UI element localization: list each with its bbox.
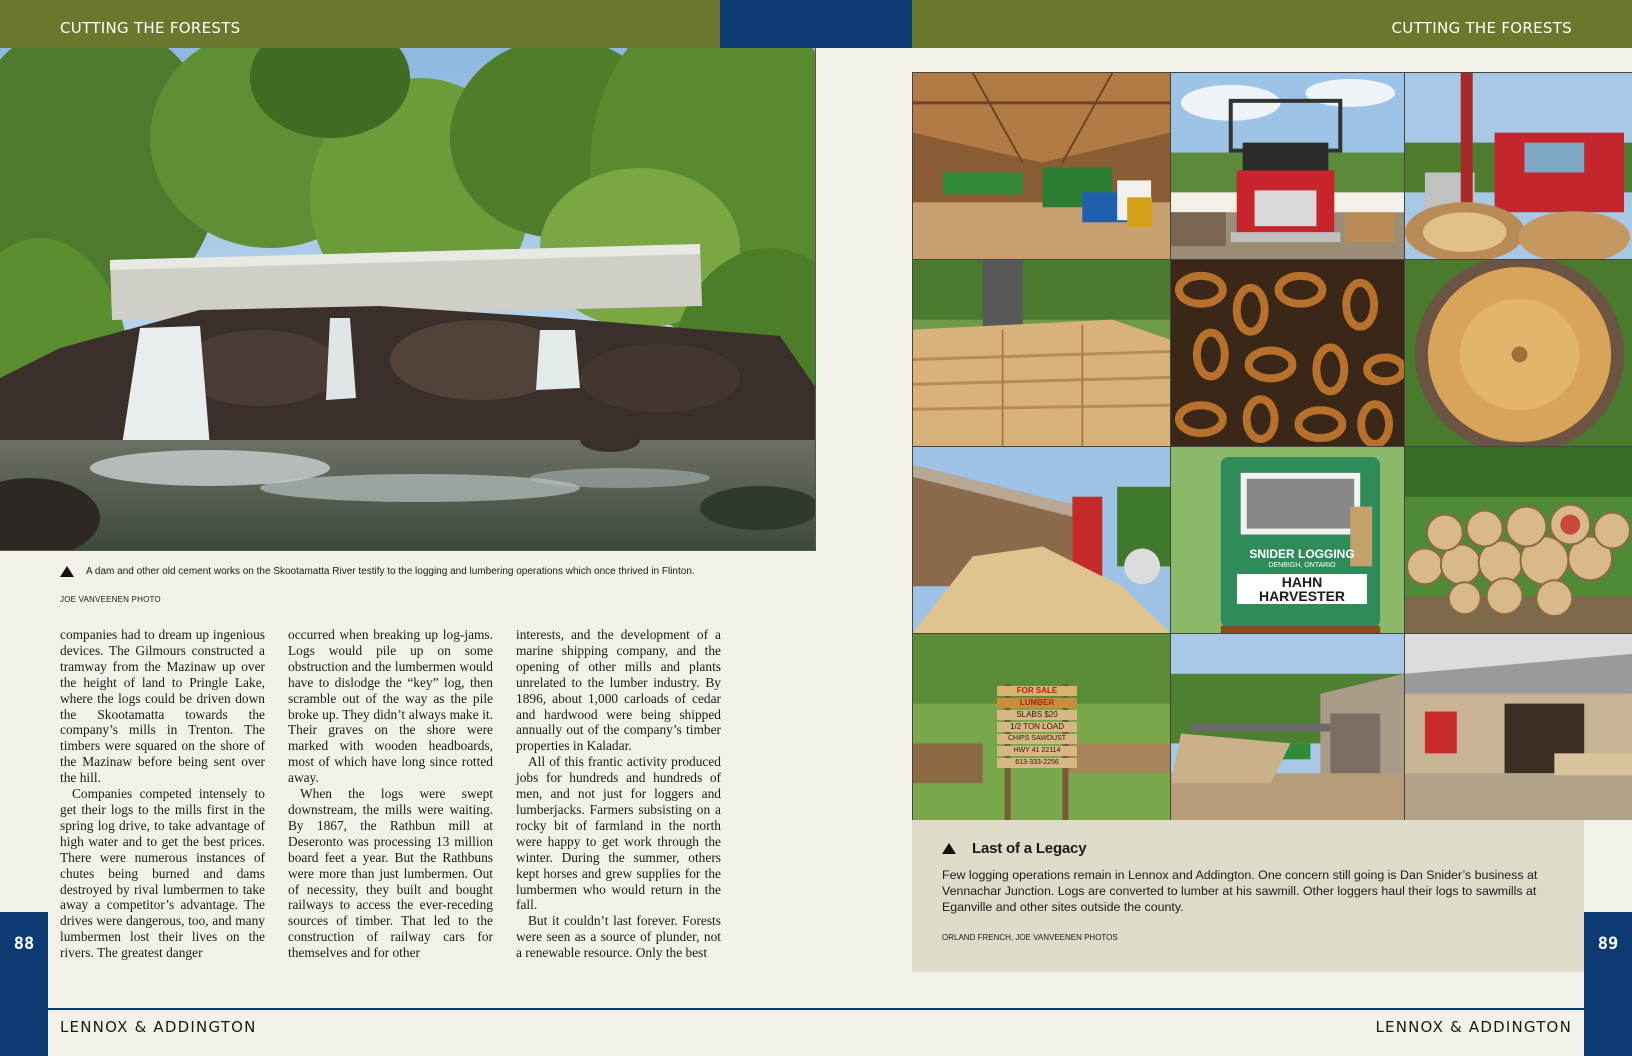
footer-left: LENNOX & ADDINGTON bbox=[60, 1018, 257, 1036]
page-tab-left bbox=[0, 912, 48, 1056]
running-head-left: CUTTING THE FORESTS bbox=[60, 19, 241, 37]
legacy-body: Few logging operations remain in Lennox and Addington. One concern still going is Dan Snider’s business at Vennachar Junction. Logs are converted to lumber at his sawmill. Other loggers haul their logs to sawmills at Eganville and other sites outside the county. bbox=[942, 868, 1538, 914]
legacy-photo-credit: ORLAND FRENCH, JOE VANVEENEN PHOTOS bbox=[942, 933, 1118, 942]
running-head-right: CUTTING THE FORESTS bbox=[1391, 19, 1572, 37]
legacy-title-text: Last of a Legacy bbox=[972, 840, 1087, 857]
sign-phone: 613-333-2256 bbox=[997, 758, 1077, 768]
sawdust-pile-photo bbox=[913, 447, 1171, 634]
sign-hwy: HWY 41 22114 bbox=[997, 746, 1077, 756]
hero-photo-credit: JOE VANVEENEN PHOTO bbox=[60, 595, 161, 604]
paragraph: interests, and the development of a marine shipping company, and the opening of other mills and plants unrelated to the lumber industry. By 1896, about 1,000 carloads of cedar and hardwood were being shipped annually out of the company’s timber properties in Kaladar. bbox=[516, 627, 721, 754]
caption-triangle-icon bbox=[60, 566, 74, 577]
paragraph: All of this frantic activity produced jobs for hundreds and hundreds of men, and not just for loggers and lumberjacks. Farmers subsisting on a rocky bit of farmland in the north were happy to get work through the winter. During the summer, others kept horses and grew supplies for the lumbermen who would return in the fall. bbox=[516, 754, 721, 913]
article-column-2 bbox=[288, 627, 493, 961]
denbigh-label: DENBIGH, ONTARIO bbox=[1268, 562, 1336, 569]
snider-logging-label: SNIDER LOGGING bbox=[1249, 547, 1355, 561]
page-number-left: 88 bbox=[13, 934, 35, 954]
legacy-title bbox=[942, 840, 1086, 857]
sawmill-barn-photo bbox=[1405, 634, 1632, 820]
sign-chips: CHIPS SAWDUST bbox=[997, 734, 1077, 744]
snider-logging-machine-photo bbox=[1171, 447, 1405, 634]
sign-for-sale: FOR SALE bbox=[997, 686, 1077, 696]
dam-waterfall-photo bbox=[0, 48, 816, 551]
photo-grid bbox=[912, 72, 1632, 820]
hero-caption bbox=[60, 566, 780, 577]
lumber-stacks-photo bbox=[913, 260, 1171, 447]
hero-caption-text: A dam and other old cement works on the Skootamatta River testify to the logging and lumbering operations which once thrived in Flinton. bbox=[86, 566, 695, 577]
log-end-photo bbox=[1405, 260, 1632, 447]
rusty-chains-photo bbox=[1171, 260, 1405, 447]
paragraph: companies had to dream up ingenious devices. The Gilmours constructed a tramway from the Mazinaw up over the height of land to Pringle Lake, where the logs could be driven down the Skootamatta towards the company’s mills in Trenton. The timbers were squared on the shore of the Mazinaw before being sent over the hill. bbox=[60, 627, 265, 786]
header-bar-left bbox=[0, 0, 720, 48]
header-bar-center bbox=[720, 0, 912, 48]
header-bar-right bbox=[912, 0, 1632, 48]
wooden-shed-photo bbox=[1171, 634, 1405, 820]
sign-slabs: SLABS $20 bbox=[997, 710, 1077, 720]
for-sale-sign-photo bbox=[913, 634, 1171, 820]
sawmill-interior-photo bbox=[913, 73, 1171, 260]
sign-load: 1/2 TON LOAD bbox=[997, 722, 1077, 732]
article-column-3 bbox=[516, 627, 721, 961]
legacy-caption-box bbox=[912, 820, 1584, 972]
page-tab-right bbox=[1584, 912, 1632, 1056]
hahn-harvester-label: HAHN HARVESTER bbox=[1237, 574, 1367, 604]
log-pile-photo bbox=[1405, 447, 1632, 634]
sign-lumber: LUMBER bbox=[997, 698, 1077, 708]
page-number-right: 89 bbox=[1597, 934, 1619, 954]
red-truck-logs-photo bbox=[1405, 73, 1632, 260]
logging-truck-photo bbox=[1171, 73, 1405, 260]
paragraph: When the logs were swept downstream, the mills were waiting. By 1867, the Rathbun mill at Deseronto was processing 13 million board feet a year. But the Rathbuns were more than just lumbermen. Out of necessity, they built and bought railways to access the ever-receding sources of timber. That led to the construction of railway cars for themselves and for other bbox=[288, 786, 493, 961]
paragraph: occurred when breaking up log-jams. Logs would pile up on some obstruction and the lumbermen would have to dislodge the “key” log, then scramble out of the way as the pile broke up. They didn’t always make it. Their graves on the shore were marked with wooden headboards, most of which have long since rotted away. bbox=[288, 627, 493, 786]
footer-rule bbox=[48, 1008, 1584, 1010]
caption-triangle-icon bbox=[942, 843, 956, 854]
article-column-1 bbox=[60, 627, 265, 961]
paragraph: Companies competed intensely to get their logs to the mills first in the spring log drive, to take advantage of high water and to get the best prices. There were numerous instances of chutes being burned and dams destroyed by rival lumbermen to take away a competitor’s advantage. The drives were dangerous, too, and many lumbermen lost their lives on the rivers. The greatest danger bbox=[60, 786, 265, 961]
footer-right: LENNOX & ADDINGTON bbox=[1375, 1018, 1572, 1036]
paragraph: But it couldn’t last forever. Forests were seen as a source of plunder, not a renewable resource. Only the best bbox=[516, 913, 721, 961]
